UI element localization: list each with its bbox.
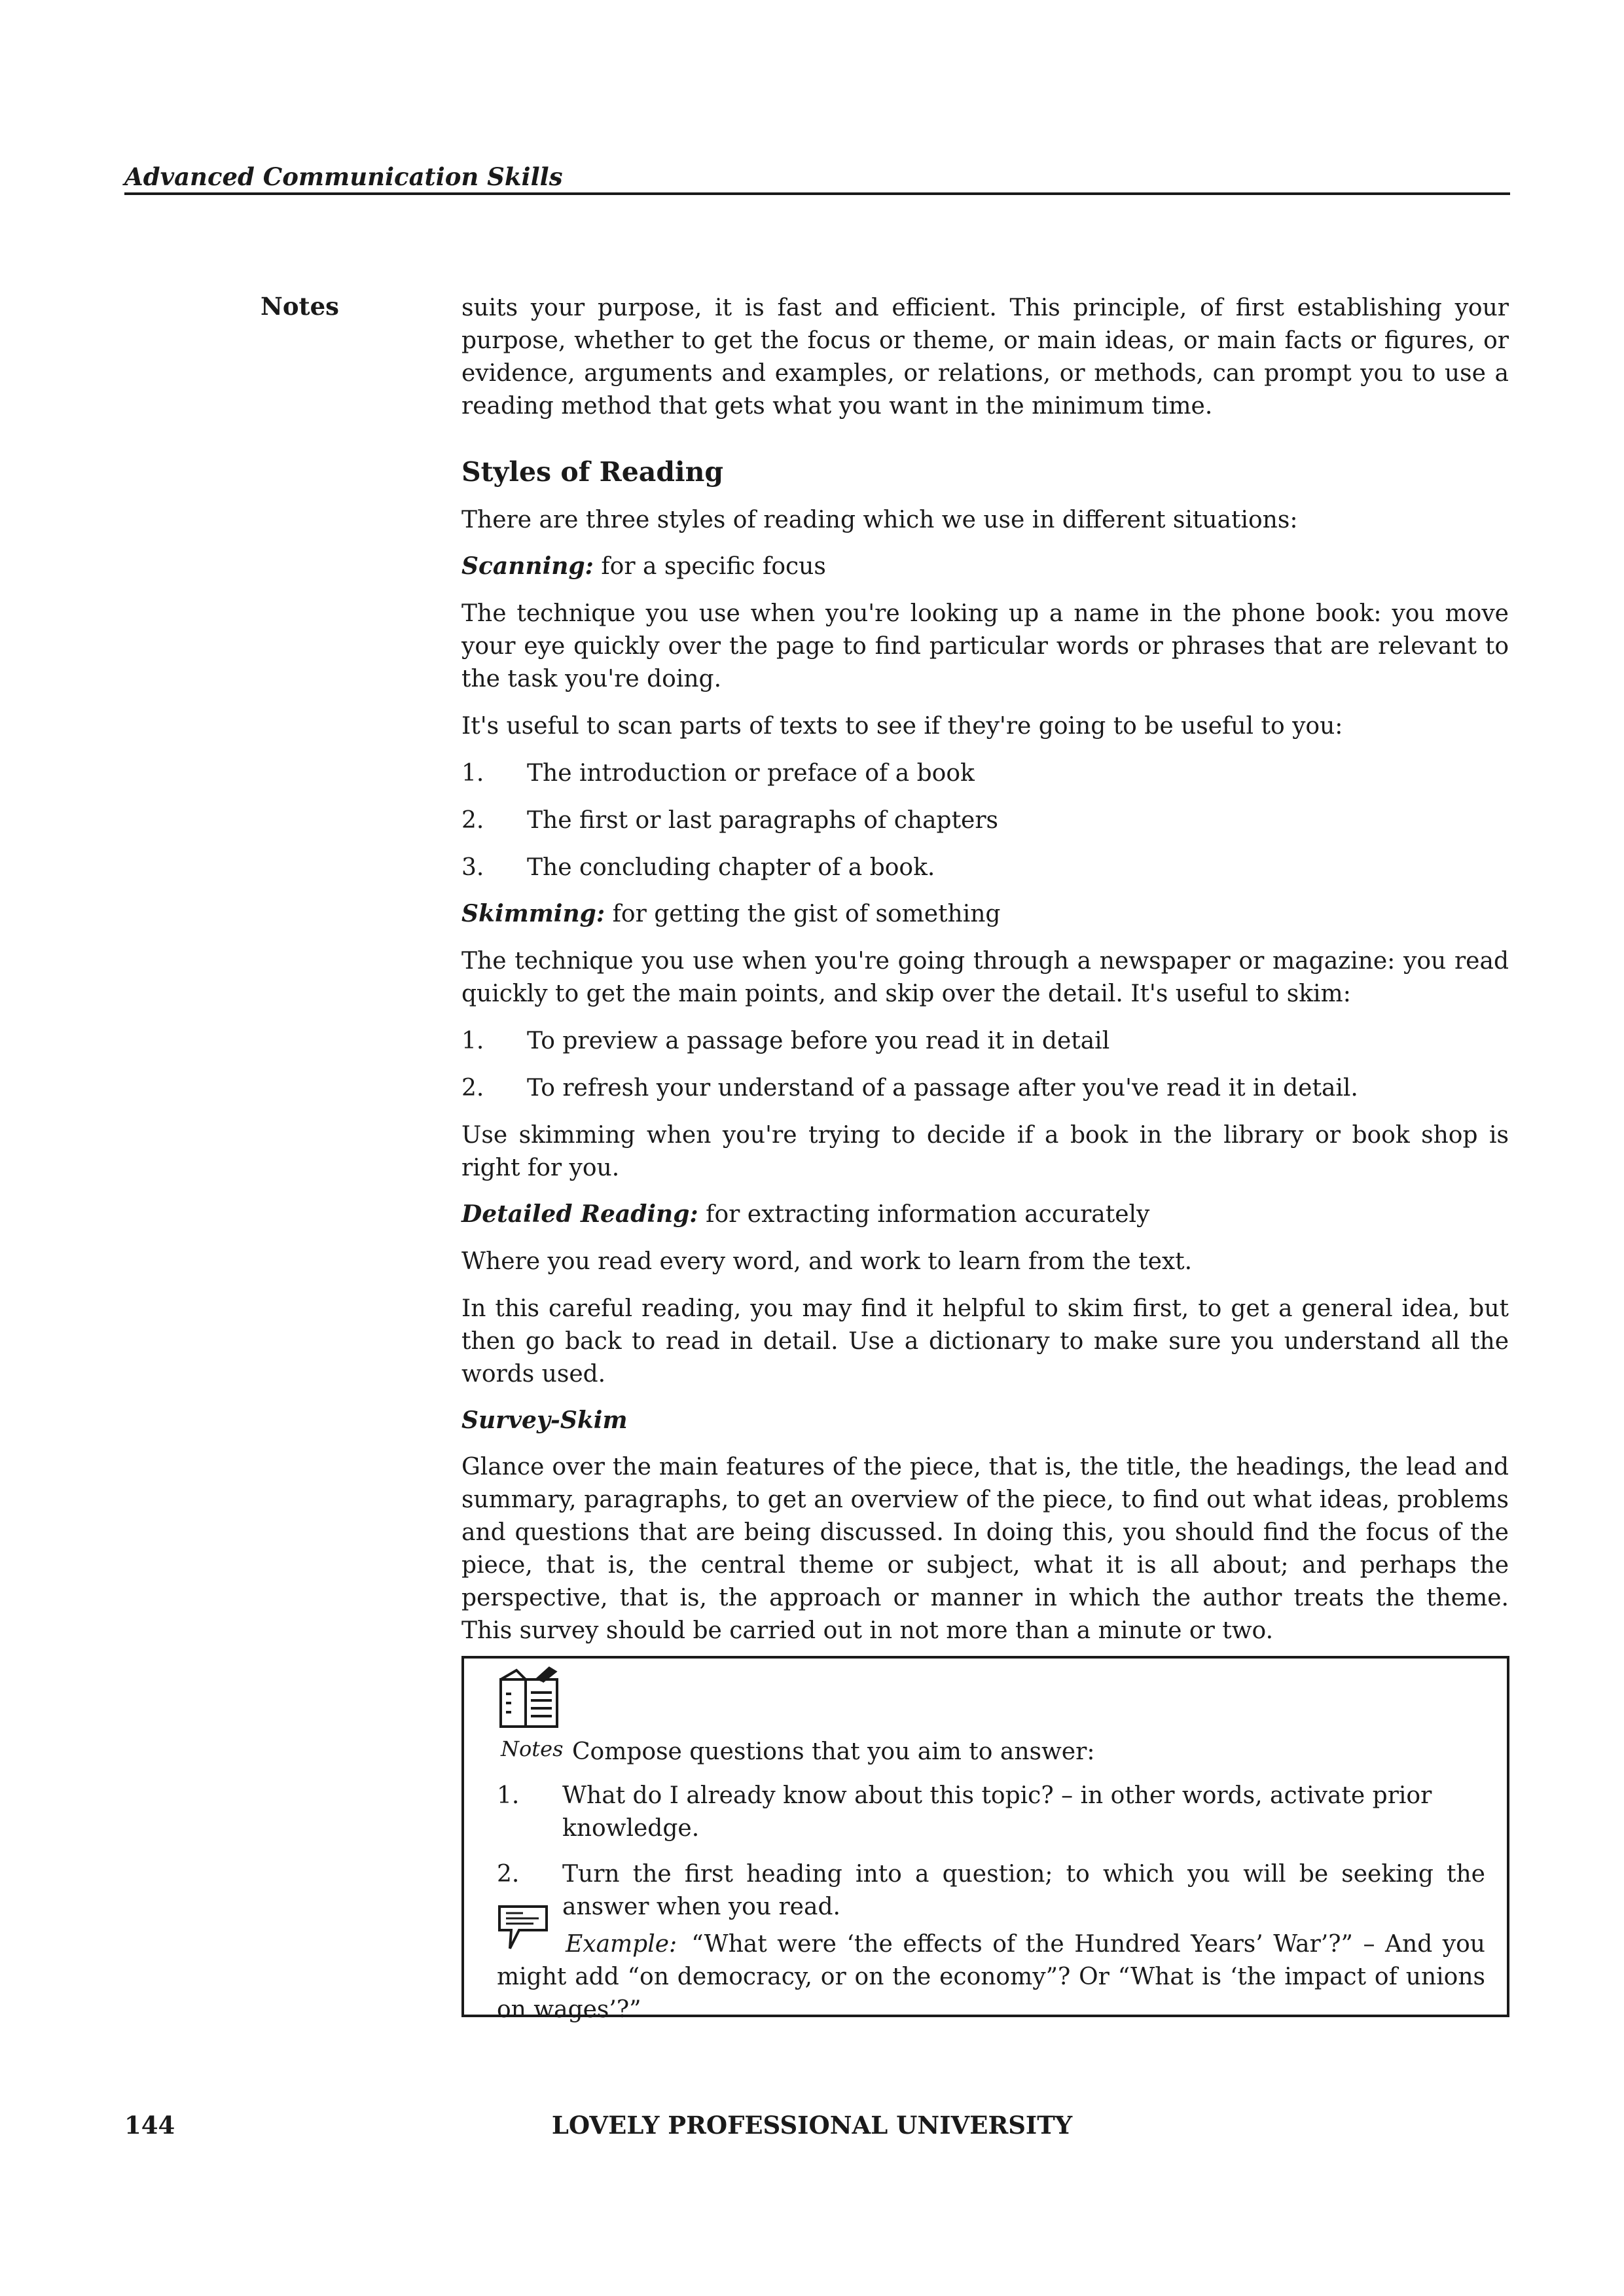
- skimming-desc: for getting the gist of something: [605, 901, 1001, 927]
- detailed-term: Detailed Reading:: [461, 1200, 698, 1228]
- footer-university: LOVELY PROFESSIONAL UNIVERSITY: [551, 2111, 1073, 2140]
- main-content: [461, 292, 1509, 1647]
- list-item: [461, 852, 1509, 884]
- scanning-title: [461, 550, 1509, 583]
- styles-intro: There are three styles of reading which we use in different situations:: [461, 507, 1298, 533]
- list-number: 2.: [497, 1861, 520, 1888]
- scanning-paragraph-2: It's useful to scan parts of texts to see if they're going to be useful to you:: [461, 713, 1343, 740]
- list-text: To preview a passage before you read it in detail: [527, 1028, 1110, 1054]
- list-item: [461, 757, 1509, 790]
- running-header: Advanced Communication Skills: [124, 162, 563, 191]
- page-number: 144: [124, 2111, 175, 2140]
- example-label: Example:: [566, 1931, 677, 1958]
- scanning-term: Scanning:: [461, 552, 594, 580]
- detailed-paragraph-2: In this careful reading, you may find it helpful to skim first, to get a general idea, but then go back to read in detail. Use a dictionary to make sure you understand all the words used.: [461, 1295, 1509, 1388]
- detailed-paragraph-1: Where you read every word, and work to learn from the text.: [461, 1248, 1193, 1275]
- notes-intro: Compose questions that you aim to answer:: [572, 1738, 1095, 1765]
- list-item: [461, 1072, 1509, 1105]
- list-text: The first or last paragraphs of chapters: [527, 807, 999, 834]
- list-item: [461, 804, 1509, 837]
- list-number: 1.: [461, 760, 484, 787]
- skimming-paragraph-1: The technique you use when you're going through a newspaper or magazine: you read quickly to get the main points, and skip over the detail. It's useful to skim:: [461, 948, 1509, 1007]
- list-text: To refresh your understand of a passage after you've read it in detail.: [527, 1075, 1358, 1102]
- list-item: [497, 1858, 1485, 1924]
- skimming-title: [461, 897, 1509, 931]
- scanning-desc: for a specific focus: [593, 553, 826, 580]
- list-number: 1.: [461, 1028, 484, 1054]
- list-number: 2.: [461, 807, 484, 834]
- list-text: The concluding chapter of a book.: [527, 854, 935, 881]
- notes-icon: [497, 1665, 562, 1731]
- list-number: 3.: [461, 854, 484, 881]
- skimming-term: Skimming:: [461, 900, 605, 927]
- margin-notes-label: Notes: [261, 292, 339, 321]
- list-item: [497, 1780, 1485, 1845]
- example-body: “What were ‘the effects of the Hundred Years’ War’?” – And you might add “on democracy, or on the economy”? Or “What is ‘the impact of unions on wages’?”: [497, 1931, 1485, 2023]
- list-number: 2.: [461, 1075, 484, 1102]
- list-text: What do I already know about this topic? – in other words, activate prior knowledge.: [562, 1782, 1432, 1842]
- list-text: Turn the first heading into a question; to which you will be seeking the answer when you read.: [562, 1861, 1485, 1920]
- detailed-title: [461, 1198, 1509, 1231]
- survey-paragraph: Glance over the main features of the piece, that is, the title, the headings, the lead and summary, paragraphs, to get an overview of the piece, to find out what ideas, problems and questions that are being discussed. In doing this, you should find the focus of the piece, that is, the central theme or subject, what it is all about; and perhaps the perspective, that is, the approach or manner in which the author treats the theme. This survey should be carried out in not more than a minute or two.: [461, 1454, 1509, 1644]
- list-number: 1.: [497, 1782, 520, 1809]
- skimming-paragraph-2: Use skimming when you're trying to decide if a book in the library or book shop is right for you.: [461, 1122, 1509, 1181]
- notes-list: [497, 1780, 1485, 1937]
- survey-title: Survey-Skim: [461, 1407, 628, 1434]
- intro-paragraph: suits your purpose, it is fast and efficient. This principle, of first establishing your purpose, whether to get the focus or theme, or main ideas, or main facts or figures, or evidence, arguments and examples, or relations, or methods, can prompt you to use a reading method that gets what you want in the minimum time.: [461, 295, 1509, 420]
- header-rule: [124, 192, 1510, 195]
- detailed-desc: for extracting information accurately: [698, 1201, 1150, 1228]
- section-heading: Styles of Reading: [461, 456, 724, 488]
- list-text: The introduction or preface of a book: [527, 760, 975, 787]
- notes-box: [461, 1656, 1509, 2023]
- notes-icon-label: Notes: [501, 1736, 564, 1761]
- list-item: [461, 1025, 1509, 1058]
- scanning-paragraph-1: The technique you use when you're looking up a name in the phone book: you move your eye quickly over the page to find particular words or phrases that are relevant to the task you're doing.: [461, 600, 1509, 692]
- example-text: [497, 1928, 1485, 2026]
